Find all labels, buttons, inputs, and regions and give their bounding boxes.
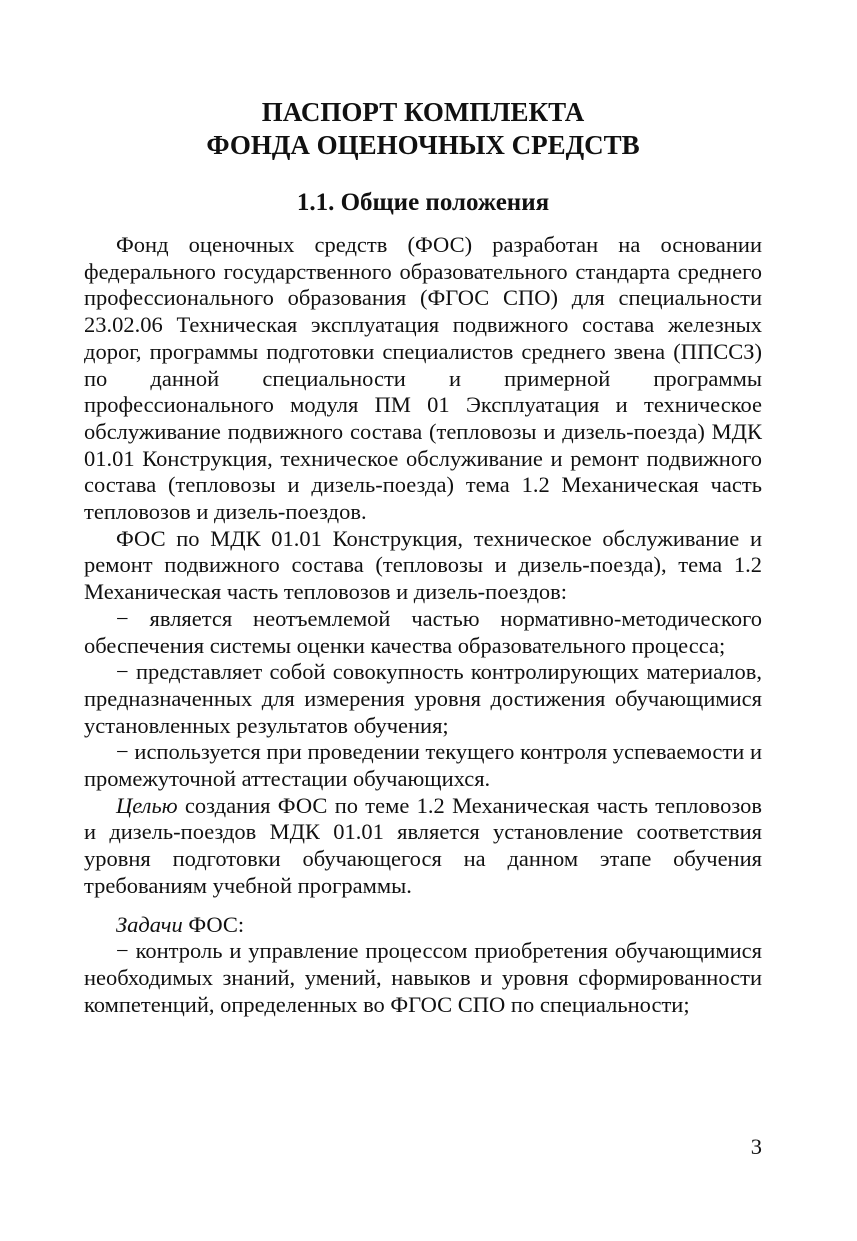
list-item: − представляет собой совокупность контролирующих материалов, предназначенных для измерения уровня достижения обучающимися установленных результатов обучения; [84, 659, 762, 738]
tasks-label: Задачи [116, 911, 183, 937]
section-heading: 1.1. Общие положения [296, 189, 550, 216]
page-number: 3 [750, 1134, 762, 1159]
paragraph-fos-description: ФОС по МДК 01.01 Конструкция, техническое обслуживание и ремонт подвижного состава (тепловозы и дизель-поезда), тема 1.2 Механическая часть тепловозов и дизель-поездов: [84, 525, 762, 605]
goal-label: Целью [116, 792, 178, 818]
document-page [84, 96, 762, 1018]
list-item: − контроль и управление процессом приобретения обучающимися необходимых знаний, умений, навыков и уровня сформированности компетенций, определенных во ФГОС СПО по специальности; [84, 938, 762, 1017]
tasks-text: ФОС: [182, 911, 245, 937]
paragraph-intro: Фонд оценочных средств (ФОС) разработан на основании федерального государственного образовательного стандарта среднего профессионального образования (ФГОС СПО) для специальности 23.02.06 Техническая эксплуатация подвижного состава железных дорог, программы подготовки специалистов среднего звена (ППССЗ) по данной специальности и примерной программы профессионального модуля ПМ 01 Эксплуатация и техническое обслуживание подвижного состава (тепловозы и дизель-поезда) МДК 01.01 Конструкция, техническое обслуживание и ремонт подвижного состава (тепловозы и дизель-поезда) тема 1.2 Механическая часть тепловозов и дизель-поездов. [84, 232, 762, 525]
title-line-1: ПАСПОРТ КОМПЛЕКТА [261, 97, 585, 127]
goal-text: создания ФОС по теме 1.2 Механическая часть тепловозов и дизель-поездов МДК 01.01 является установление соответствия уровня подготовки обучающегося на данном этапе обучения требованиям учебной программы. [84, 792, 762, 898]
title-line-2: ФОНДА ОЦЕНОЧНЫХ СРЕДСТВ [206, 130, 640, 160]
list-item: − используется при проведении текущего контроля успеваемости и промежуточной аттестации обучающихся. [84, 739, 762, 792]
paragraph-goal [84, 793, 762, 900]
paragraph-tasks [84, 912, 762, 939]
list-item: − является неотъемлемой частью нормативно-методического обеспечения системы оценки качества образовательного процесса; [84, 605, 762, 658]
document-title [84, 96, 762, 162]
